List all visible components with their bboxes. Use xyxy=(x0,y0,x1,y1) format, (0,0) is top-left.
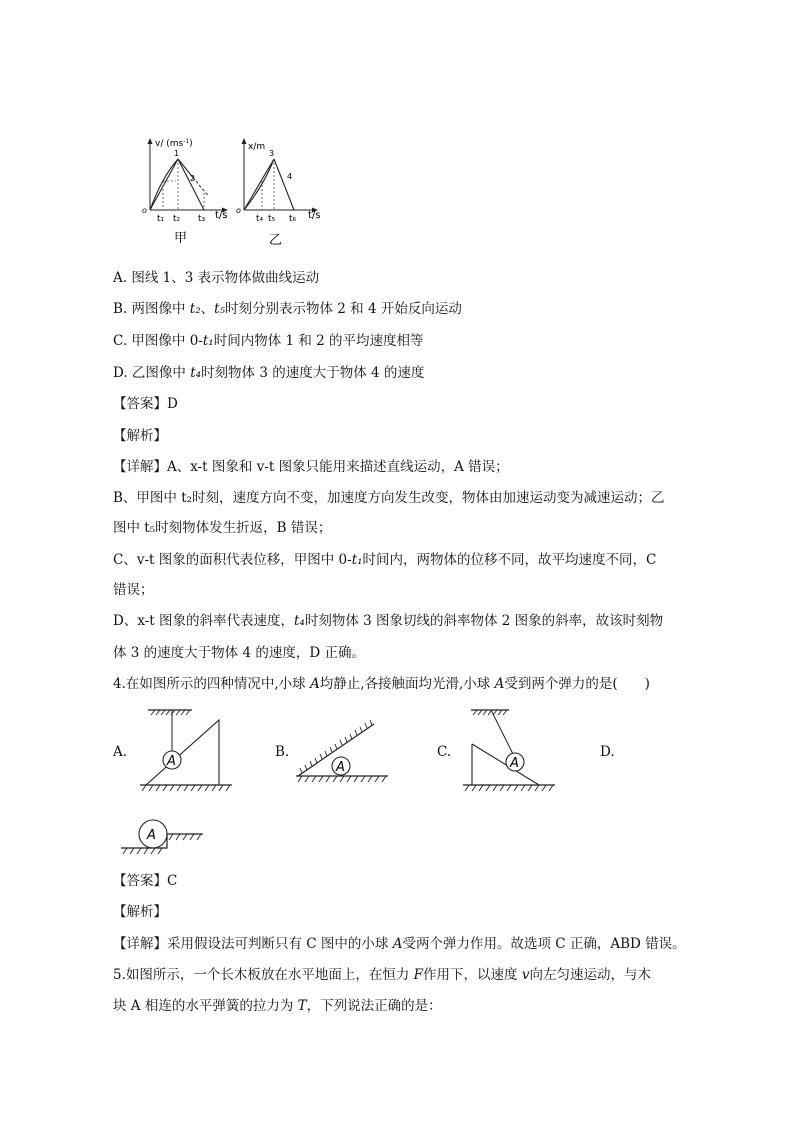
option-d: D. 乙图像中 t₄时刻物体 3 的速度大于物体 4 的速度 xyxy=(113,365,425,381)
tick-t1: t₁ xyxy=(157,214,165,224)
q4-figure-a xyxy=(136,704,236,799)
y-axis-arrow xyxy=(242,138,247,144)
ball-a-label: A xyxy=(147,828,156,843)
tick-t3: t₃ xyxy=(198,214,206,224)
q4-figure-d xyxy=(117,812,207,862)
option-b: B. 两图像中 t₂、t₅时刻分别表示物体 2 和 4 开始反向运动 xyxy=(113,301,462,317)
origin-label: o xyxy=(236,206,241,215)
origin-label: o xyxy=(142,206,147,215)
tick-t6: t₆ xyxy=(289,214,297,224)
x-axis-label: t/s xyxy=(308,210,321,221)
analysis-q3: 【解析】 xyxy=(113,428,167,444)
answer-q3: 【答案】D xyxy=(113,396,178,412)
y-axis-label: v/ $(ms^{-1})$ xyxy=(155,138,193,149)
tick-t2: t₂ xyxy=(173,214,181,224)
ceiling-hatch xyxy=(151,710,190,715)
label-1: 1 xyxy=(174,149,180,158)
ball-a-label: A xyxy=(167,754,176,769)
xt-graph-yi xyxy=(236,135,336,250)
ground-hatch xyxy=(142,785,230,791)
q5-line2: 块 A 相连的水平弹簧的拉力为 T，下列说法正确的是： xyxy=(113,998,442,1014)
curve-1-tail xyxy=(196,181,208,195)
ground-hatch xyxy=(123,848,162,854)
q4-label-b: B. xyxy=(275,744,290,760)
detail-q3-line2: B、甲图中 t₂时刻，速度方向不变，加速度方向发生改变，物体由加速运动变为减速运动；乙 xyxy=(113,490,665,506)
tick-t5: t₅ xyxy=(268,214,276,224)
ground-hatch xyxy=(465,785,553,791)
detail-q3-line6: D、x-t 图象的斜率代表速度，t₄时刻物体 3 图象切线的斜率物体 2 图象的斜率，故该时刻物 xyxy=(113,613,664,629)
q4-figure-c xyxy=(459,704,559,799)
detail-q4: 【详解】采用假设法可判断只有 C 图中的小球 A受两个弹力作用。故选项 C 正确，ABD 错误。 xyxy=(113,936,686,952)
label-3: 3 xyxy=(269,149,275,158)
vt-graph-jia xyxy=(140,135,238,250)
line-4-decline xyxy=(274,159,294,210)
string xyxy=(491,710,513,754)
wedge xyxy=(146,720,219,785)
y-axis-label: x/m xyxy=(248,142,266,152)
wedge xyxy=(472,744,539,785)
line-2 xyxy=(150,159,178,210)
detail-q3-line3: 图中 t₅时刻物体发生折返，B 错误； xyxy=(113,520,332,536)
x-axis-label: t/s xyxy=(215,210,228,221)
answer-q4: 【答案】C xyxy=(113,873,178,889)
line-2-decline xyxy=(178,159,204,210)
detail-q3-line1: 【详解】A、x-t 图象和 v-t 图象只能用来描述直线运动，A 错误； xyxy=(113,459,509,475)
option-c: C. 甲图像中 0-t₁时间内物体 1 和 2 的平均速度相等 xyxy=(113,333,424,349)
ceiling-hatch xyxy=(473,710,507,715)
step-hatch xyxy=(169,834,201,840)
detail-q3-line7: 体 3 的速度大于物体 4 的速度，D 正确。 xyxy=(113,645,365,661)
caption-jia: 甲 xyxy=(174,231,188,246)
tick-t4: t₄ xyxy=(256,214,264,224)
y-axis-arrow xyxy=(148,138,153,144)
option-a: A. 图线 1、3 表示物体做曲线运动 xyxy=(113,270,320,286)
ball-a-label: A xyxy=(336,760,345,775)
label-2: 2 xyxy=(190,174,196,183)
analysis-q4: 【解析】 xyxy=(113,904,167,920)
caption-yi: 乙 xyxy=(269,233,283,248)
q5-line1: 5.如图所示，一个长木板放在水平地面上，在恒力 F作用下，以速度 v向左匀速运动，与木 xyxy=(113,967,651,983)
q4-label-d: D. xyxy=(600,744,615,760)
label-4: 4 xyxy=(287,172,293,181)
q4-figure-b xyxy=(292,704,392,799)
detail-q3-line4: C、v-t 图象的面积代表位移，甲图中 0-t₁时间内，两物体的位移不同，故平均速度不同，C xyxy=(113,552,657,568)
ground-hatch xyxy=(298,776,386,782)
detail-q3-line5: 错误； xyxy=(113,582,154,598)
q4-stem: 4.在如图所示的四种情况中,小球 A均静止,各接触面均光滑,小球 A受到两个弹力的是( ) xyxy=(113,676,650,692)
q4-label-c: C. xyxy=(437,744,452,760)
line-4 xyxy=(244,159,274,210)
q4-label-a: A. xyxy=(113,744,128,760)
ball-a-label: A xyxy=(510,756,519,771)
